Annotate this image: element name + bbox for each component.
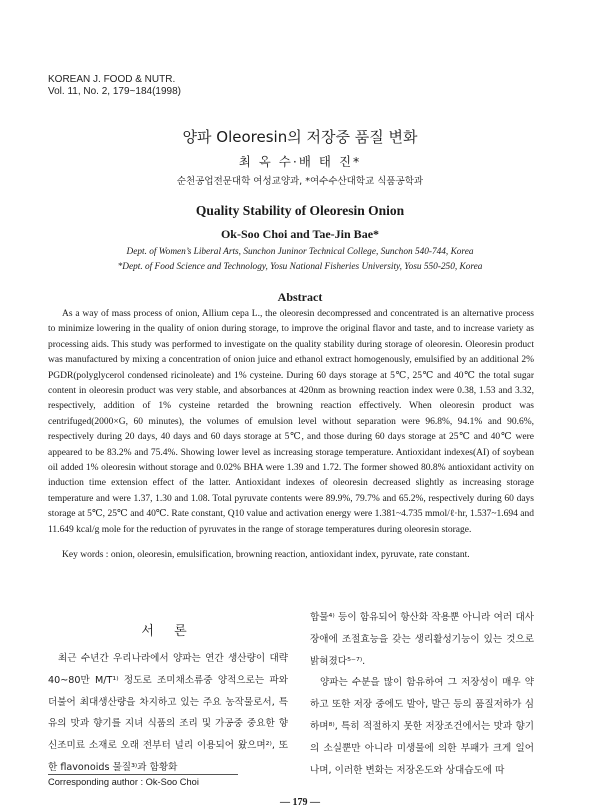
korean-authors: 최 옥 수·배 태 진* bbox=[238, 154, 362, 169]
journal-volume: Vol. 11, No. 2, 179~184(1998) bbox=[48, 86, 181, 97]
page-number: — 179 — bbox=[280, 797, 320, 808]
affiliation-1: Dept. of Women’s Liberal Arts, Sunchon Juninor Technical College, Sunchon 540-744, Korea bbox=[126, 247, 474, 257]
footnote-divider bbox=[48, 774, 238, 775]
korean-title: 양파 Oleoresin의 저장중 품질 변화 bbox=[182, 128, 418, 146]
corresponding-author: Corresponding author : Ok-Soo Choi bbox=[48, 777, 199, 787]
english-title: Quality Stability of Oleoresin Onion bbox=[195, 203, 405, 218]
intro-right-column bbox=[310, 607, 534, 781]
english-authors: Ok-Soo Choi and Tae-Jin Bae* bbox=[220, 227, 380, 241]
intro-left-column: 최근 수년간 우리나라에서 양파는 연간 생산량이 대략 40~80만 M/T¹⁾ 정도로 조미채소류중 양적으로는 파와 더불어 최대생산량을 차지하고 있는 주요 농작물로서, 특유의 맛과 향기를 지녀 식품의 조리 및 가공중 중요한 향신조미료 소재로 오래 전부터 널리 이용되어 왔으며²⁾, 또한 flavonoids 물질³⁾과 함황화 bbox=[48, 653, 288, 773]
intro-right-paragraph-2: 양파는 수분을 많이 함유하여 그 저장성이 매우 약하고 또한 저장 중에도 발아, 발근 등의 품질저하가 심하며⁸⁾, 특히 적절하지 못한 저장조건에서는 맛과 향기의 소실뿐만 아니라 미생물에 의한 부패가 크게 일어나며, 이러한 변화는 저장온도와 상대습도에 따 bbox=[310, 677, 534, 776]
korean-affiliation: 순천공업전문대학 여성교양과, *여수수산대학교 식품공학과 bbox=[176, 176, 424, 187]
abstract-text: As a way of mass process of onion, Allium cepa L., the oleoresin decompressed and concentrated is an alternative process to minimize lowering in the quality of onion during storage, to improve the original flavor and taste, and to increase variety as processing aids. This study was performed to investigate on the quality stability during storage of oleoresin. Oleoresin product was manufactured by mixing a concentration of onion juice and ethanol extract homogenously, emulsified by an additional 2% PGDR(polyglycerol condensed ricinoleate) and 1% cysteine. During 60 days storage at 5℃, 25℃ and 40℃ the total sugar content in oleoresin product was very stable, and absorbances at 420nm as browning reaction index were 0.38, 1.53 and 3.32, respectively, addition of 1% cysteine retarded the browning reaction effectively. When oleoresin product was centrifuged(2000×G, 60 minutes), the volumes of emulsion level without separation were 96.8%, 94.1% and 90.6%, respectively during 20 days, 40 days and 60 days storage at 5℃, and those during 60 days storage at 25℃ and 40℃ were appeared to be 83.2% and 75.4%. Showing lower level as increasing storage temperature. Antioxidant indexes(AI) of soybean oil added 1% oleoresin without storage and 0.02% BHA were 1.39 and 1.72. The former showed 80.8% antioxidant activity on induction time extension effect of the latter. Antioxidant indexes of oleoresin decreased slightly as increasing storage temperature and were 1.37, 1.30 and 1.08. Total pyruvate contents were 89.9%, 79.7% and 65.2%, respectively during 60 days storage at 5℃, 25℃ and 40℃. Rate constant, Q10 value and activation energy were 1.381~4.735 mmol/ℓ·hr, 1.537~1.694 and 11.649 kcal/g mole for the reduction of pyruvates in the range of storage temperatures during oleoresin storage. bbox=[48, 309, 534, 535]
journal-name: KOREAN J. FOOD & NUTR. bbox=[48, 74, 176, 85]
section-heading-introduction: 서 론 bbox=[141, 624, 195, 639]
journal-header bbox=[48, 74, 181, 98]
affiliation-2: *Dept. of Food Science and Technology, Yosu National Fisheries University, Yosu 550-250, Korea bbox=[117, 262, 483, 272]
keywords: Key words : onion, oleoresin, emulsification, browning reaction, antioxidant index, pyruvate, rate constant. bbox=[62, 550, 470, 560]
abstract-heading: Abstract bbox=[277, 290, 323, 304]
intro-right-paragraph-1: 합물⁴⁾ 등이 함유되어 항산화 작용뿐 아니라 여러 대사 장애에 조절효능을 갖는 생리활성기능이 있는 것으로 밝혀졌다⁵⁻⁷⁾. bbox=[310, 612, 534, 667]
